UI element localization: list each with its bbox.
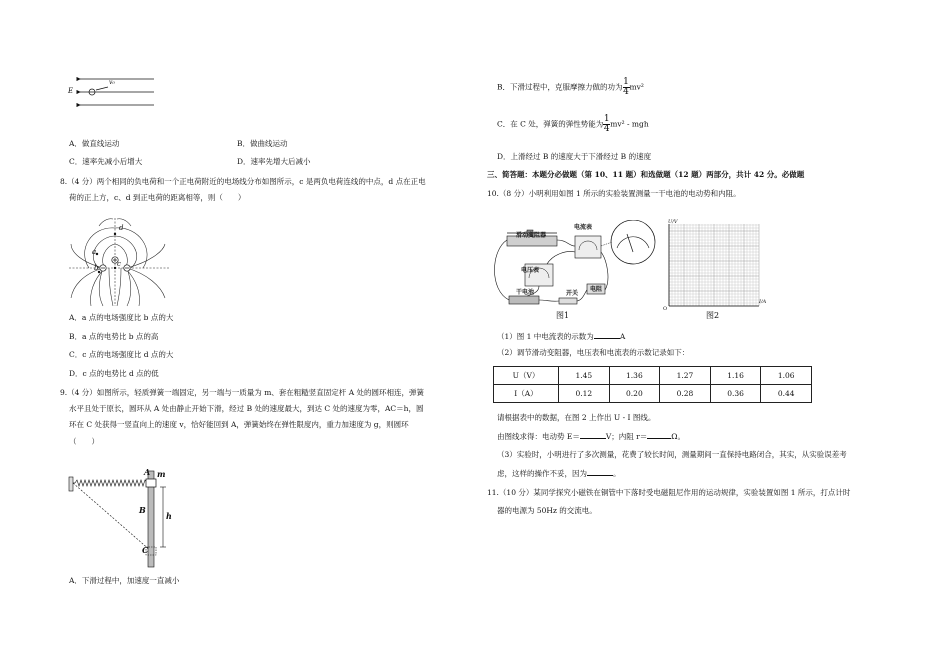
q9-label-b: B xyxy=(139,505,146,515)
q9-option-a: A．下滑过程中，加速度一直减小 xyxy=(69,576,180,585)
q9-label-m: m xyxy=(157,469,166,479)
fig1-label-voltmeter: 电压表 xyxy=(521,267,540,274)
fig1-label-ammeter: 电流表 xyxy=(574,224,593,231)
q8-option-c: C．c 点的电场强度比 d 点的大 xyxy=(69,350,174,359)
q9-c-fraction: $\frac{1}{4}$ xyxy=(603,114,610,134)
q8-label-d: d xyxy=(119,224,124,232)
fig1-caption: 图1 xyxy=(556,311,570,320)
table-row-label: U（V） xyxy=(494,367,559,385)
fig1-label-resistor: 电阻 xyxy=(590,286,603,293)
q8-option-a: A．a 点的电场强度比 b 点的大 xyxy=(69,313,174,322)
q7-e-label: E xyxy=(68,87,74,95)
table-cell: 1.27 xyxy=(660,367,711,385)
q10-stem: 10.（8 分）小明利用如图 1 所示的实验装置测量一干电池的电动势和内阻。 xyxy=(487,189,741,198)
table-cell: 1.06 xyxy=(761,367,812,385)
q10-sub3-line2: 虑，这样的操作不妥，因为 。 xyxy=(497,469,621,478)
graph-y-label: U/V xyxy=(668,219,678,225)
q7-v0-label: v₀ xyxy=(109,79,115,86)
q9-stem-line2: 水平且处于原长，圆环从 A 处由静止开始下滑，经过 B 处的速度最大，到达 C 处的速度为零，AC＝h，圆 xyxy=(69,404,424,413)
table-row-label: I（A） xyxy=(494,385,559,403)
table-cell: 0.44 xyxy=(761,385,812,403)
graph-gridlines xyxy=(669,224,759,306)
answer-blank-resistance[interactable] xyxy=(647,431,671,439)
q9-stem-line4: （ ） xyxy=(69,437,99,446)
fig1-label-switch: 开关 xyxy=(566,290,579,297)
graph-x-label: I/A xyxy=(759,299,767,305)
q7-option-b: B．做曲线运动 xyxy=(237,139,288,148)
q10-data-table xyxy=(493,366,812,403)
section3-heading: 三、简答题：本题分必做题（第 10、11 题）和选做题（12 题）两部分，共计 42 分。必做题 xyxy=(487,170,805,179)
q9-b-fraction: $\frac{1}{4}$ xyxy=(623,77,629,97)
q9-stem-line3: 环在 C 处获得一竖直向上的速度 v，恰好能回到 A，弹簧始终在弹性限度内，重力加速度为 g，则圆环 xyxy=(69,420,409,429)
q9-option-c: C．在 C 处，弹簧的弹性势能为 $\frac{1}{4}$ mv² - mgh xyxy=(497,114,649,134)
q10-sub2: （2）调节滑动变阻器，电压表和电流表的示数记录如下： xyxy=(497,348,690,357)
fig1-label-rheostat: 滑动变阻器 xyxy=(516,232,547,239)
q8-option-d: D．c 点的电势比 d 点的低 xyxy=(69,369,159,378)
q8-stem-line2: 荷的正上方，c、d 到正电荷的距离相等，则（ ） xyxy=(69,193,246,202)
table-cell: 0.12 xyxy=(559,385,610,403)
q7-option-d: D．速率先增大后减小 xyxy=(237,157,311,166)
q9-option-b: B．下滑过程中，克服摩擦力做的功为 $\frac{1}{4}$ mv² xyxy=(497,77,644,97)
answer-blank-reason[interactable] xyxy=(587,468,613,476)
q7-field-figure xyxy=(66,72,162,112)
table-cell: 1.16 xyxy=(710,367,761,385)
q10-grid-graph xyxy=(663,222,763,312)
table-cell: 0.20 xyxy=(609,385,660,403)
q10-sub3-line1: （3）实验时，小明进行了多次测量，花费了较长时间，测量期间一直保持电路闭合，其实，从实验误差考 xyxy=(497,450,847,459)
q9-option-d: D．上滑经过 B 的速度大于下滑经过 B 的速度 xyxy=(497,152,652,161)
q9-label-a: A xyxy=(144,467,151,477)
answer-blank-emf[interactable] xyxy=(580,431,606,439)
q7-option-a: A．做直线运动 xyxy=(69,139,120,148)
table-row-i xyxy=(494,385,812,403)
fig2-caption: 图2 xyxy=(706,311,720,320)
q11-stem-line1: 11.（10 分）某同学探究小磁铁在铜管中下落时受电磁阻尼作用的运动规律，实验装置如图 1 所示，打点计时 xyxy=(487,488,851,497)
q7-option-c: C．速率先减小后增大 xyxy=(69,157,143,166)
table-cell: 0.28 xyxy=(660,385,711,403)
q9-label-h: h xyxy=(166,511,172,521)
answer-blank-current[interactable] xyxy=(594,331,620,339)
fig1-label-battery: 干电池 xyxy=(516,289,535,296)
q8-label-b: b xyxy=(94,264,99,272)
q10-sub1: （1）图 1 中电流表的示数为 A xyxy=(497,332,626,341)
q10-after-table: 请根据表中的数据，在图 2 上作出 U - I 图线。 xyxy=(497,413,656,422)
q8-stem-line1: 8.（4 分）两个相同的负电荷和一个正电荷附近的电场线分布如图所示，c 是两负电荷连线的中点，d 点在正电 xyxy=(60,177,426,186)
table-cell: 1.36 xyxy=(609,367,660,385)
table-cell: 1.45 xyxy=(559,367,610,385)
q9-label-c: C xyxy=(142,545,149,555)
q11-stem-line2: 器的电源为 50Hz 的交流电。 xyxy=(497,506,597,515)
q10-emf-line: 由图线求得：电动势 E＝ V；内阻 r＝ Ω。 xyxy=(497,432,685,441)
table-row-u xyxy=(494,367,812,385)
graph-origin: O xyxy=(663,306,668,312)
q8-label-a: a xyxy=(92,248,97,256)
table-cell: 0.36 xyxy=(710,385,761,403)
q9-stem-line1: 9.（4 分）如图所示，轻质弹簧一端固定，另一端与一质量为 m、套在粗糙竖直固定杆 A 处的圆环相连，弹簧 xyxy=(60,388,424,397)
q8-option-b: B．a 点的电势比 b 点的高 xyxy=(69,332,159,341)
q8-label-c: c xyxy=(117,260,121,268)
q10-circuit-figure xyxy=(487,220,657,320)
